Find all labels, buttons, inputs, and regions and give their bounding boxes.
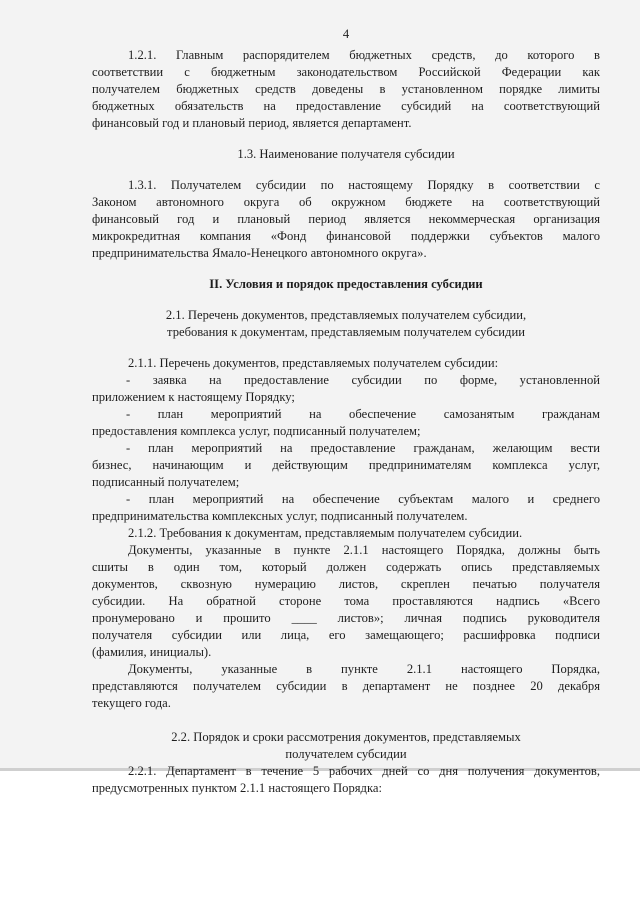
page-number: 4 [342,27,350,41]
list-item-cont: предпринимательства комплексных услуг, подписанный получателем. [92,509,468,523]
document-page [92,26,600,797]
paragraph-2-1-2 [92,525,600,712]
heading-2-2: 2.2. Порядок и сроки рассмотрения документов, представляемых [171,730,521,744]
text-line: получателя субсидии или лица, его замещающего; расшифровка подписи [92,628,600,642]
text-line: субсидии. На обратной стороне тома проставляются надпись «Всего [92,594,600,608]
text-line: предусмотренных пунктом 2.1.1 настоящего Порядка: [92,781,382,795]
list-item-cont: бизнес, начинающим и действующим предпринимателям комплекса услуг, [92,458,600,472]
text-line: представляются получателем субсидии в департамент не позднее 20 декабря [92,679,600,693]
paragraph-1-3-1 [92,177,600,262]
text-line: соответствии с бюджетным законодательством Российской Федерации как [92,65,600,79]
subsection-title: 2.1.2. Требования к документам, представляемым получателем субсидии. [128,526,523,540]
text-line: бюджетных обязательств на предоставление субсидий на соответствующий [92,99,600,113]
text-line: пронумеровано и прошито ____ листов»; личная подпись руководителя [92,611,600,625]
list-item-cont: приложением к настоящему Порядку; [92,390,295,404]
paragraph-1-2-1 [92,47,600,132]
text-line: 1.3.1. Получателем субсидии по настоящему Порядку в соответствии с [128,178,600,192]
text-line: документов, сквозную нумерацию листов, скреплен печатью получателя [92,577,600,591]
text-line: текущего года. [92,696,171,710]
heading-1-3: 1.3. Наименование получателя субсидии [237,147,455,161]
text-line: Законом автономного округа об окружном бюджете на соответствующий [92,195,600,209]
text-line: предпринимательства Ямало-Ненецкого автономного округа». [92,246,427,260]
heading-2-2-line2: получателем субсидии [285,747,407,761]
list-item-cont: подписанный получателем; [92,475,240,489]
text-line: получателем бюджетных средств доведены в установленном порядке лимиты [92,82,600,96]
text-line: 2.2.1. Департамент в течение 5 рабочих дней со дня получения документов, [128,764,600,778]
text-line: микрокредитная компания «Фонд финансовой поддержки субъектов малого [92,229,600,243]
list-item: - заявка на предоставление субсидии по форме, установленной [126,373,600,387]
list-item: - план мероприятий на обеспечение самозанятым гражданам [126,407,600,421]
list-item: - план мероприятий на предоставление гражданам, желающим вести [126,441,600,455]
paragraph-2-2-1 [92,763,600,797]
text-line: 1.2.1. Главным распорядителем бюджетных средств, до которого в [128,48,600,62]
text-line: (фамилия, инициалы). [92,645,212,659]
text-line: финансовый год и плановый период является некоммерческая организация [92,212,600,226]
text-line: финансовый год и плановый период, является департамент. [92,116,412,130]
subsection-title: 2.1.1. Перечень документов, представляемых получателем субсидии: [128,356,499,370]
text-line: Документы, указанные в пункте 2.1.1 настоящего Порядка, должны быть [128,543,600,557]
list-item: - план мероприятий на обеспечение субъектам малого и среднего [126,492,600,506]
text-line: Документы, указанные в пункте 2.1.1 настоящего Порядка, [128,662,600,676]
heading-2-1-line2: требования к документам, представляемым получателем субсидии [167,325,525,339]
paragraph-2-1-1 [92,355,600,525]
text-line: сшиты в один том, который должен содержать опись представляемых [92,560,600,574]
heading-2-1: 2.1. Перечень документов, представляемых получателем субсидии, [165,308,527,322]
section-heading-ii: II. Условия и порядок предоставления субсидии [209,277,483,291]
list-item-cont: предоставления комплекса услуг, подписанный получателем; [92,424,421,438]
